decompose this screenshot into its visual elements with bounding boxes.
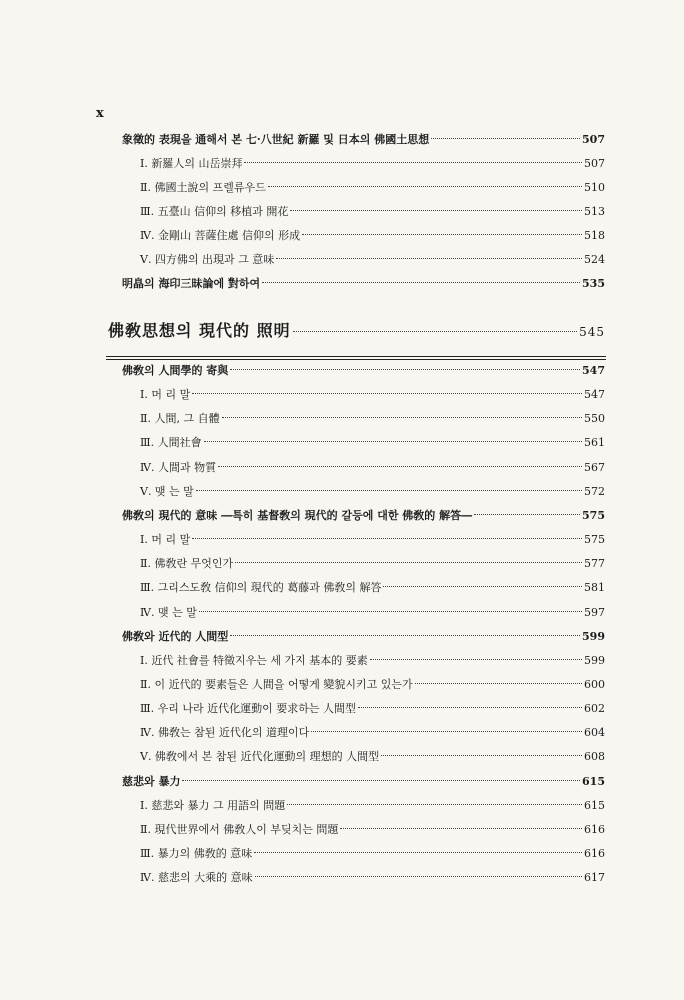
toc-subsection-entry xyxy=(140,845,605,861)
toc-subsection-entry xyxy=(140,724,605,740)
entry-page-number: 604 xyxy=(584,726,605,739)
dot-leader xyxy=(474,514,580,515)
entry-page-number: 615 xyxy=(582,775,605,788)
entry-title: Ⅰ. 慈悲와 暴力 그 用語의 問題 xyxy=(140,799,286,812)
toc-subsection-entry xyxy=(140,227,605,243)
entry-title: Ⅲ. 우리 나라 近代化運動이 要求하는 人間型 xyxy=(140,702,356,715)
dot-leader xyxy=(192,393,582,394)
dot-leader xyxy=(230,369,580,370)
entry-page-number: 524 xyxy=(584,253,605,266)
entry-page-number: 561 xyxy=(584,436,605,449)
entry-page-number: 518 xyxy=(584,229,605,242)
entry-title: 佛敎의 人間學的 寄與 xyxy=(122,364,229,377)
entry-page-number: 602 xyxy=(584,702,605,715)
entry-title: 佛敎의 現代的 意味 ―특히 基督敎의 現代的 갈등에 대한 佛敎的 解答― xyxy=(122,509,473,522)
entry-page-number: 599 xyxy=(584,654,605,667)
toc-subsection-entry xyxy=(140,652,605,668)
entry-title: Ⅱ. 現代世界에서 佛敎人이 부딪치는 問題 xyxy=(140,823,339,836)
toc-subsection-entry xyxy=(140,797,605,813)
toc-section-entry xyxy=(122,628,605,644)
dot-leader xyxy=(230,635,580,636)
entry-title: Ⅱ. 佛敎란 무엇인가 xyxy=(140,557,234,570)
dot-leader xyxy=(196,490,582,491)
entry-page-number: 599 xyxy=(582,630,605,643)
toc-subsection-entry xyxy=(140,155,605,171)
entry-page-number: 547 xyxy=(584,388,605,401)
dot-leader xyxy=(287,804,582,805)
dot-leader xyxy=(311,731,582,732)
entry-page-number: 567 xyxy=(584,461,605,474)
entry-page-number: 507 xyxy=(584,157,605,170)
entry-page-number: 581 xyxy=(584,581,605,594)
entry-title: Ⅲ. 人間社會 xyxy=(140,436,202,449)
entry-title: Ⅰ. 머 리 말 xyxy=(140,533,191,546)
entry-title: Ⅴ. 佛敎에서 본 참된 近代化運動의 理想的 人間型 xyxy=(140,750,380,763)
toc-subsection-entry xyxy=(140,434,605,450)
entry-title: Ⅰ. 머 리 말 xyxy=(140,388,191,401)
entry-page-number: 572 xyxy=(584,485,605,498)
entry-page-number: 550 xyxy=(584,412,605,425)
toc-subsection-entry xyxy=(140,251,605,267)
entry-title: Ⅲ. 그리스도敎 信仰의 現代的 葛藤과 佛敎의 解答 xyxy=(140,581,382,594)
toc-section-entry xyxy=(122,773,605,789)
entry-title: 明皛의 海印三昧論에 對하여 xyxy=(122,277,261,290)
entry-page-number: 510 xyxy=(584,181,605,194)
entry-page-number: 615 xyxy=(584,799,605,812)
dot-leader xyxy=(255,876,582,877)
dot-leader xyxy=(222,417,582,418)
entry-page-number: 616 xyxy=(584,847,605,860)
entry-page-number: 535 xyxy=(582,277,605,290)
entry-title: Ⅴ. 四方佛의 出現과 그 意味 xyxy=(140,253,275,266)
toc-subsection-entry xyxy=(140,700,605,716)
dot-leader xyxy=(340,828,582,829)
entry-title: Ⅱ. 佛國土說의 프렐류우드 xyxy=(140,181,266,194)
dot-leader xyxy=(254,852,582,853)
entry-page-number: 597 xyxy=(584,606,605,619)
dot-leader xyxy=(415,683,582,684)
toc-subsection-entry xyxy=(140,579,605,595)
dot-leader xyxy=(302,234,582,235)
toc-section-entry xyxy=(122,362,605,378)
dot-leader xyxy=(199,611,582,612)
dot-leader xyxy=(262,282,580,283)
dot-leader xyxy=(182,780,580,781)
entry-title: Ⅳ. 맺 는 말 xyxy=(140,606,197,619)
entry-page-number: 575 xyxy=(584,533,605,546)
entry-title: Ⅲ. 五臺山 信仰의 移植과 開花 xyxy=(140,205,289,218)
entry-page-number: 547 xyxy=(582,364,605,377)
entry-page-number: 507 xyxy=(582,133,605,146)
page-number-label: x xyxy=(96,106,104,121)
entry-title: Ⅱ. 人間, 그 自體 xyxy=(140,412,220,425)
toc-subsection-entry xyxy=(140,676,605,692)
dot-leader xyxy=(204,441,582,442)
entry-title: Ⅳ. 金剛山 菩薩住處 信仰의 形成 xyxy=(140,229,301,242)
entry-title: 佛敎와 近代的 人間型 xyxy=(122,630,229,643)
part-heading xyxy=(108,318,605,341)
entry-page-number: 608 xyxy=(584,750,605,763)
entry-page-number: 513 xyxy=(584,205,605,218)
entry-title: Ⅲ. 暴力의 佛敎的 意味 xyxy=(140,847,253,860)
part-title: 佛敎思想의 現代的 照明 xyxy=(108,321,291,340)
dot-leader xyxy=(358,707,582,708)
dot-leader xyxy=(235,562,582,563)
toc-section-entry xyxy=(122,507,605,523)
dot-leader xyxy=(383,586,582,587)
entry-page-number: 617 xyxy=(584,871,605,884)
part-page-number: 545 xyxy=(579,325,605,339)
toc-subsection-entry xyxy=(140,531,605,547)
dot-leader xyxy=(290,210,582,211)
entry-title: Ⅱ. 이 近代的 要素들은 人間을 어떻게 變貌시키고 있는가 xyxy=(140,678,413,691)
toc-subsection-entry xyxy=(140,869,605,885)
toc-subsection-entry xyxy=(140,821,605,837)
entry-title: 象徵的 表現을 通해서 본 七·八世紀 新羅 및 日本의 佛國土思想 xyxy=(122,133,430,146)
dot-leader xyxy=(244,162,582,163)
dot-leader xyxy=(268,186,582,187)
entry-page-number: 616 xyxy=(584,823,605,836)
toc-subsection-entry xyxy=(140,179,605,195)
dot-leader xyxy=(293,331,577,332)
toc-subsection-entry xyxy=(140,459,605,475)
entry-page-number: 575 xyxy=(582,509,605,522)
section-divider xyxy=(106,356,606,360)
toc-subsection-entry xyxy=(140,410,605,426)
toc-subsection-entry xyxy=(140,203,605,219)
dot-leader xyxy=(381,755,582,756)
toc-subsection-entry xyxy=(140,748,605,764)
dot-leader xyxy=(431,138,580,139)
toc-subsection-entry xyxy=(140,386,605,402)
entry-title: Ⅰ. 新羅人의 山岳崇拜 xyxy=(140,157,243,170)
toc-subsection-entry xyxy=(140,555,605,571)
toc-section-entry xyxy=(122,275,605,291)
dot-leader xyxy=(370,659,582,660)
dot-leader xyxy=(276,258,582,259)
entry-title: Ⅰ. 近代 社會를 特徵지우는 세 가지 基本的 要素 xyxy=(140,654,368,667)
toc-subsection-entry xyxy=(140,483,605,499)
dot-leader xyxy=(218,466,582,467)
entry-title: Ⅳ. 慈悲의 大乘的 意味 xyxy=(140,871,253,884)
dot-leader xyxy=(192,538,582,539)
toc-section-entry xyxy=(122,131,605,147)
entry-title: 慈悲와 暴力 xyxy=(122,775,181,788)
entry-title: Ⅴ. 맺 는 말 xyxy=(140,485,194,498)
entry-page-number: 600 xyxy=(584,678,605,691)
toc-subsection-entry xyxy=(140,604,605,620)
entry-title: Ⅳ. 佛敎는 참된 近代化의 道理이다 xyxy=(140,726,310,739)
entry-title: Ⅳ. 人間과 物質 xyxy=(140,461,217,474)
entry-page-number: 577 xyxy=(584,557,605,570)
